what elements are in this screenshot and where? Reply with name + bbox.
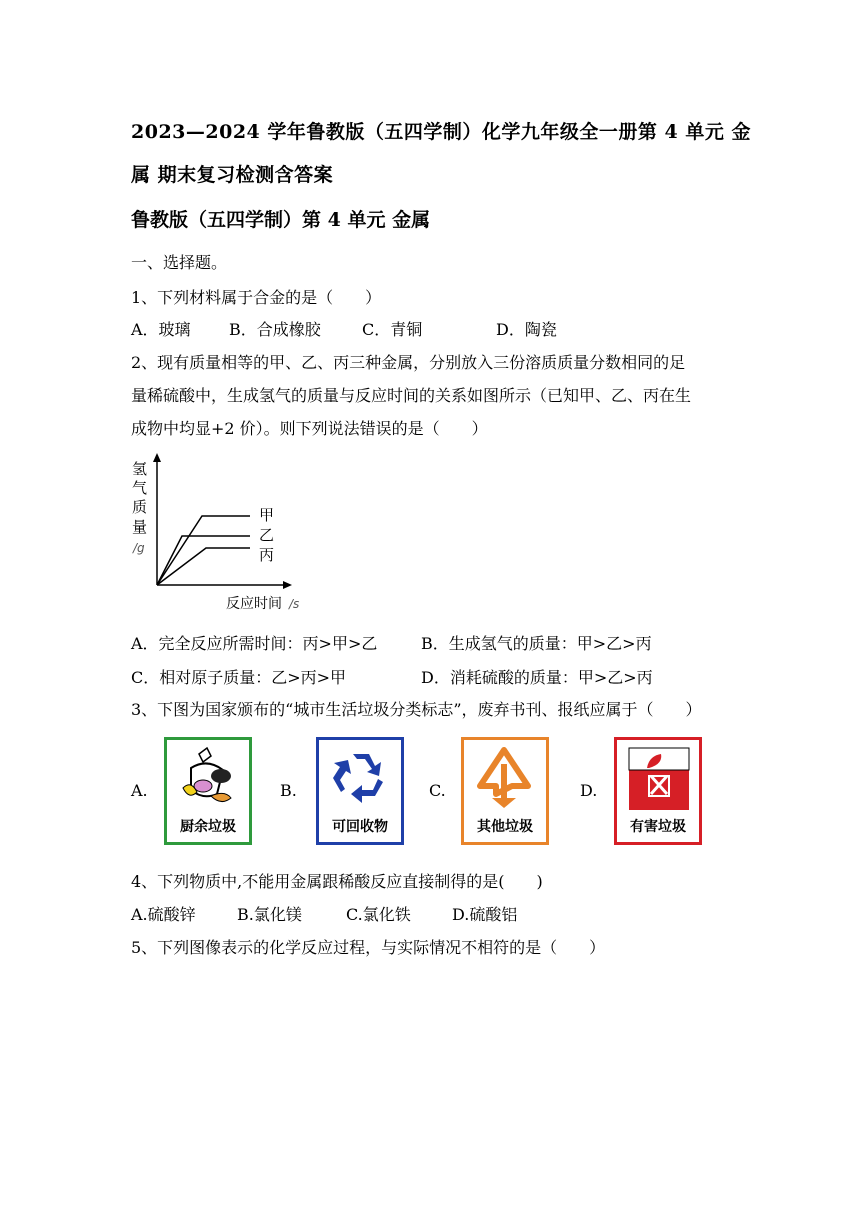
q5-stem: 5、下列图像表示的化学反应过程，与实际情况不相符的是（ ） bbox=[131, 938, 606, 957]
y-label-char-3: 质 bbox=[132, 498, 148, 516]
q2-option-a: A．完全反应所需时间：丙>甲>乙 bbox=[131, 634, 378, 653]
series-line-yi bbox=[157, 536, 250, 585]
document-subtitle: 鲁教版（五四学制）第 4 单元 金属 bbox=[131, 209, 431, 231]
section-heading: 一、选择题。 bbox=[131, 253, 228, 272]
q3-option-a-letter: A. bbox=[131, 781, 148, 800]
q3-stem: 3、下图为国家颁布的“城市生活垃圾分类标志”，废弃书刊、报纸应属于（ ） bbox=[131, 700, 702, 719]
kitchen-waste-icon bbox=[177, 746, 241, 816]
q1-stem: 1、下列材料属于合金的是（ ） bbox=[131, 288, 382, 307]
series-line-bing bbox=[157, 548, 250, 585]
waste-sign-options bbox=[131, 733, 731, 853]
q2-stem-line-1: 2、现有质量相等的甲、乙、丙三种金属，分别放入三份溶质质量分数相同的足 bbox=[131, 353, 686, 372]
q1-option-a: A．玻璃 bbox=[131, 320, 191, 339]
y-label-char-4: 量 bbox=[132, 518, 148, 536]
series-label-bing: 丙 bbox=[259, 546, 275, 564]
q2-option-b: B．生成氢气的质量：甲>乙>丙 bbox=[421, 634, 652, 653]
hazardous-waste-sign bbox=[614, 737, 702, 845]
hydrogen-mass-graph bbox=[126, 448, 316, 618]
series-label-yi: 乙 bbox=[259, 526, 275, 544]
y-axis-arrow-icon bbox=[153, 453, 161, 462]
q3-option-b-letter: B. bbox=[280, 781, 297, 800]
hazardous-waste-icon bbox=[627, 746, 691, 816]
q4-option-a: A.硫酸锌 bbox=[131, 905, 196, 924]
q2-stem-line-3: 成物中均显+2 价）。则下列说法错误的是（ ） bbox=[131, 419, 488, 438]
q4-stem: 4、下列物质中,不能用金属跟稀酸反应直接制得的是( ) bbox=[131, 872, 543, 891]
graph-svg bbox=[126, 448, 316, 618]
document-title-line-1: 2023—2024 学年鲁教版（五四学制）化学九年级全一册第 4 单元 金 bbox=[131, 121, 751, 143]
q4-option-d: D.硫酸铝 bbox=[452, 905, 518, 924]
q1-option-c: C．青铜 bbox=[362, 320, 423, 339]
other-waste-sign bbox=[461, 737, 549, 845]
other-waste-label: 其他垃圾 bbox=[477, 819, 533, 835]
other-waste-icon bbox=[474, 746, 538, 816]
x-unit: /s bbox=[289, 597, 300, 611]
y-unit: /g bbox=[133, 541, 145, 555]
q2-option-d: D．消耗硫酸的质量：甲>乙>丙 bbox=[421, 668, 653, 687]
recyclable-label: 可回收物 bbox=[332, 819, 388, 835]
q1-option-b: B．合成橡胶 bbox=[229, 320, 321, 339]
q4-option-b: B.氯化镁 bbox=[237, 905, 302, 924]
q1-option-d: D．陶瓷 bbox=[496, 320, 557, 339]
q2-stem-line-2: 量稀硫酸中，生成氢气的质量与反应时间的关系如图所示（已知甲、乙、丙在生 bbox=[131, 386, 692, 405]
document-title-line-2: 属 期末复习检测含答案 bbox=[131, 164, 334, 186]
recycle-icon bbox=[329, 746, 393, 816]
x-axis-arrow-icon bbox=[283, 581, 292, 589]
y-label-char-1: 氢 bbox=[132, 460, 148, 478]
x-label: 反应时间 bbox=[226, 596, 282, 612]
q3-option-d-letter: D. bbox=[580, 781, 598, 800]
kitchen-waste-label: 厨余垃圾 bbox=[180, 819, 236, 835]
q4-option-c: C.氯化铁 bbox=[346, 905, 411, 924]
hazardous-waste-label: 有害垃圾 bbox=[630, 819, 686, 835]
y-label-char-2: 气 bbox=[132, 479, 148, 497]
q3-option-c-letter: C. bbox=[429, 781, 446, 800]
kitchen-waste-sign bbox=[164, 737, 252, 845]
q2-option-c: C．相对原子质量：乙>丙>甲 bbox=[131, 668, 347, 687]
series-label-jia: 甲 bbox=[259, 506, 275, 524]
recyclable-sign bbox=[316, 737, 404, 845]
